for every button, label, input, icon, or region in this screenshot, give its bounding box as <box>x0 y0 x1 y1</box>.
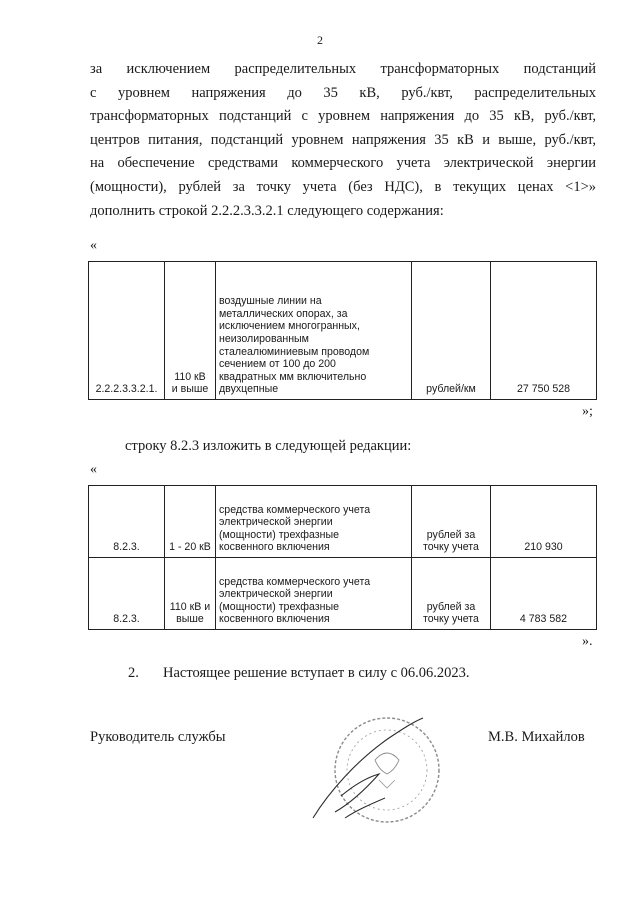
unit-line: точку учета <box>423 613 479 626</box>
description-line: металлических опорах, за <box>219 307 348 320</box>
tariff-table-1 <box>88 261 597 400</box>
row-description <box>216 262 412 400</box>
row-code: 2.2.2.3.3.2.1. <box>89 262 165 400</box>
voltage-line: 110 кВ <box>174 370 206 383</box>
page-number: 2 <box>317 33 323 47</box>
unit-line: рублей за <box>426 528 476 541</box>
description-line: косвенного включения <box>219 541 330 554</box>
unit-line: рублей/км <box>426 383 476 396</box>
description-line: исключением многогранных, <box>219 320 360 333</box>
signatory-name: М.В. Михайлов <box>488 729 585 745</box>
clause-text: Настоящее решение вступает в силу с 06.06.2023. <box>163 665 470 681</box>
voltage-line: 110 кВ и <box>169 600 211 613</box>
intro-line: за исключением распределительных трансформаторных подстанций <box>90 61 596 77</box>
clause-2 <box>128 665 470 682</box>
row-voltage <box>165 486 216 558</box>
description-line: (мощности) трехфазные <box>219 528 339 541</box>
intro-line: трансформаторных подстанций с уровнем напряжения до 35 кВ, руб./квт, <box>90 108 596 125</box>
description-line: электрической энергии <box>219 588 333 601</box>
description-line: средства коммерческого учета <box>219 575 371 588</box>
description-line: сечением от 100 до 200 <box>219 358 336 371</box>
description-line: средства коммерческого учета <box>219 503 371 516</box>
row-value: 4 783 582 <box>491 558 597 630</box>
intro-line: на обеспечение средствами коммерческого учета электрической энергии <box>90 155 596 172</box>
instruction-line: строку 8.2.3 изложить в следующей редакции: <box>125 438 412 454</box>
table-row <box>89 262 597 400</box>
description-line: косвенного включения <box>219 613 330 626</box>
row-value: 27 750 528 <box>491 262 597 400</box>
description-line: (мощности) трехфазные <box>219 600 339 613</box>
voltage-line: выше <box>176 613 204 626</box>
voltage-line: 1 - 20 кВ <box>169 541 211 554</box>
intro-paragraph <box>90 58 596 223</box>
unit-line: точку учета <box>423 541 479 554</box>
opening-quote: « <box>90 462 97 477</box>
row-code: 8.2.3. <box>89 558 165 630</box>
unit-line: рублей за <box>426 600 476 613</box>
row-description <box>216 486 412 558</box>
seal-stamp <box>305 700 445 840</box>
clause-number: 2. <box>128 665 139 681</box>
intro-line: (мощности), рублей за точку учета (без НДС), в текущих ценах <1>» <box>90 178 596 195</box>
description-line: воздушные линии на <box>219 295 322 308</box>
description-line: двухцепные <box>219 383 279 396</box>
intro-line: дополнить строкой 2.2.2.3.3.2.1 следующего содержания: <box>90 202 444 219</box>
tariff-table-2 <box>88 485 597 630</box>
table-row <box>89 558 597 630</box>
description-line: электрической энергии <box>219 516 333 529</box>
closing-quote: »; <box>582 404 593 419</box>
row-unit <box>412 262 491 400</box>
description-line: сталеалюминиевым проводом <box>219 345 370 358</box>
voltage-line: и выше <box>171 383 209 396</box>
intro-line: с уровнем напряжения до 35 кВ, руб./квт, распределительных <box>90 84 596 101</box>
description-line: квадратных мм включительно <box>219 370 367 383</box>
opening-quote: « <box>90 238 97 253</box>
row-voltage <box>165 262 216 400</box>
row-description <box>216 558 412 630</box>
row-unit <box>412 486 491 558</box>
row-code: 8.2.3. <box>89 486 165 558</box>
closing-quote: ». <box>582 634 593 649</box>
row-value: 210 930 <box>491 486 597 558</box>
table-row <box>89 486 597 558</box>
description-line: неизолированным <box>219 333 309 346</box>
row-unit <box>412 558 491 630</box>
signatory-position: Руководитель службы <box>90 729 226 745</box>
row-voltage <box>165 558 216 630</box>
intro-line: центров питания, подстанций уровнем напряжения 35 кВ и выше, руб./квт, <box>90 131 596 148</box>
